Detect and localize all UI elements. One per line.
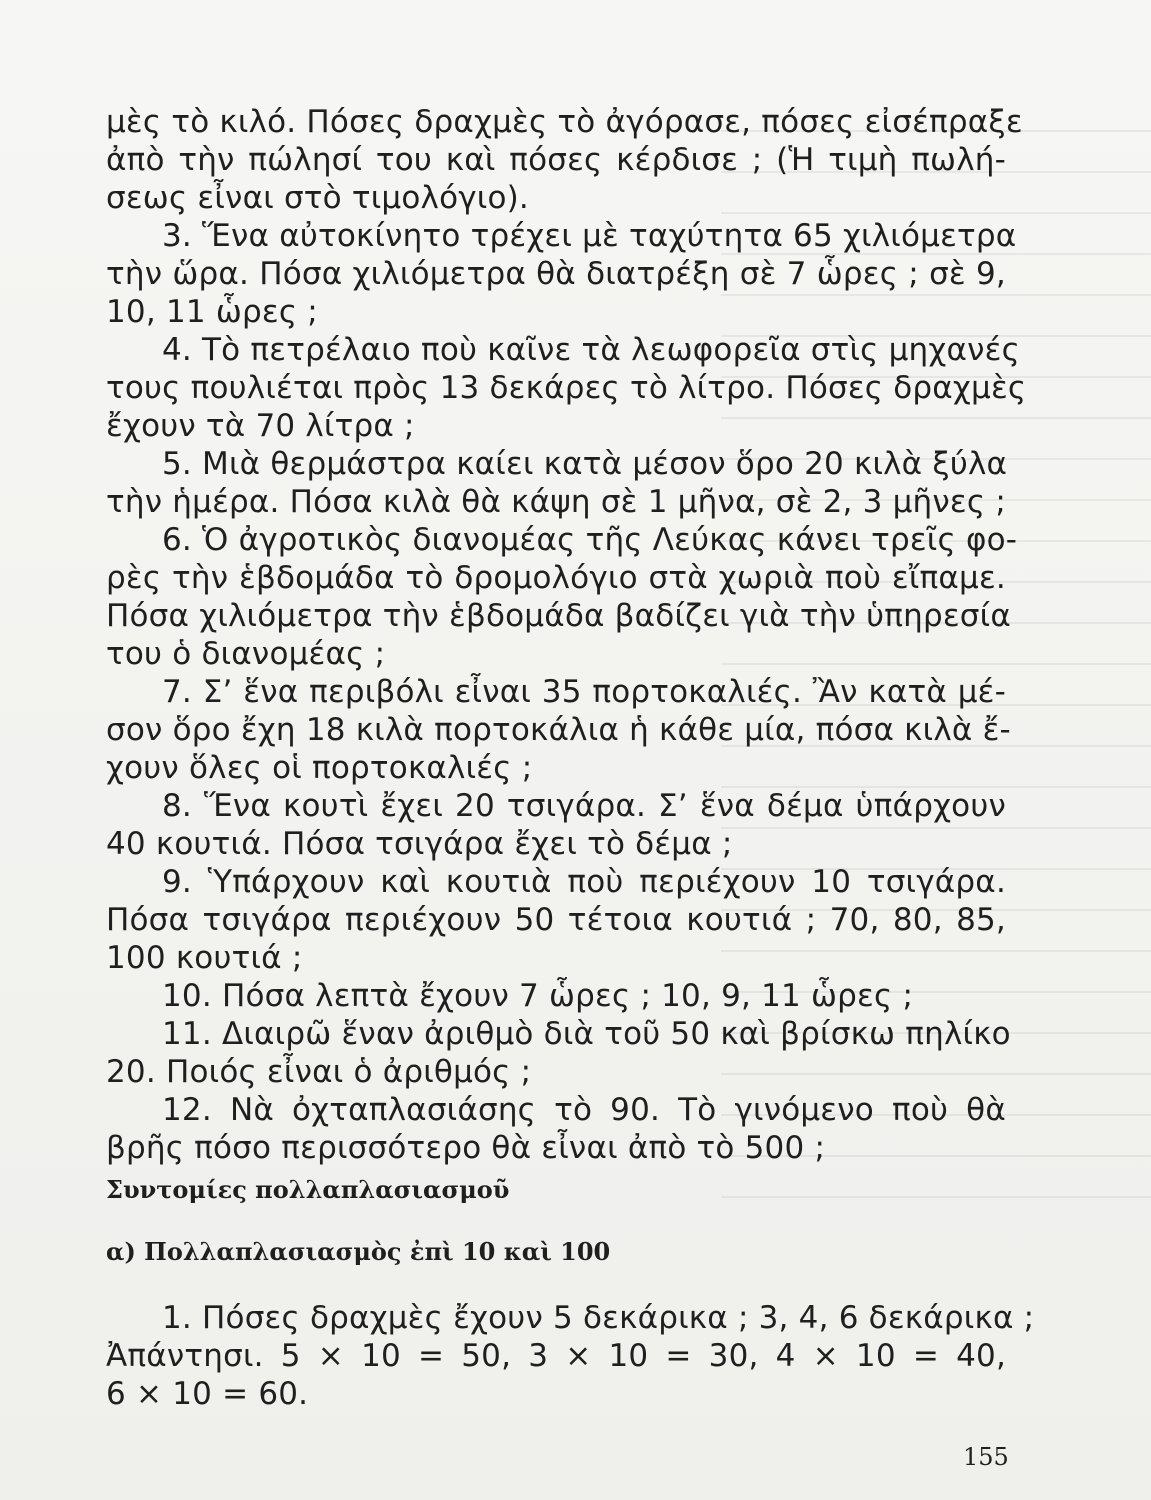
answer-line: 6 × 10 = 60. (106, 1376, 309, 1412)
exercise-5-line: 5. Μιὰ θερμάστρα καίει κατὰ μέσον ὅρο 20 κιλὰ ξύλα (162, 446, 1008, 482)
text-line: 40 κουτιά. Πόσα τσιγάρα ἔχει τὸ δέμα ; (106, 826, 733, 862)
text-line: ρὲς τὴν ἑβδομάδα τὸ δρομολόγιο στὰ χωριὰ ποὺ εἴπαμε. (106, 560, 1006, 596)
exercise-7-line: 7. Σ’ ἕνα περιβόλι εἶναι 35 πορτοκαλιές. Ἂν κατὰ μέ- (162, 674, 1006, 710)
answer-line: Ἀπάντησι. 5 × 10 = 50, 3 × 10 = 30, 4 × 10 = 40, (106, 1338, 1006, 1374)
exercise-9-line: 9. Ὑπάρχουν καὶ κουτιὰ ποὺ περιέχουν 10 τσιγάρα. (162, 864, 1006, 900)
exercise-11-line: 11. Διαιρῶ ἕναν ἀριθμὸ διὰ τοῦ 50 καὶ βρίσκω πηλίκο (162, 1016, 1011, 1052)
text-line: τὴν ὥρα. Πόσα χιλιόμετρα θὰ διατρέξη σὲ 7 ὧρες ; σὲ 9, (106, 256, 1006, 292)
exercise-line: 1. Πόσες δραχμὲς ἔχουν 5 δεκάρικα ; 3, 4, 6 δεκάρικα ; (162, 1300, 1035, 1336)
page-number: 155 (963, 1443, 1009, 1471)
text-line: Πόσα χιλιόμετρα τὴν ἑβδομάδα βαδίζει γιὰ τὴν ὑπηρεσία (106, 598, 1011, 634)
text-line: ἔχουν τὰ 70 λίτρα ; (106, 408, 415, 444)
text-line: τους πουλιέται πρὸς 13 δεκάρες τὸ λίτρο. Πόσες δραχμὲς (106, 370, 1027, 406)
text-line: σον ὅρο ἔχη 18 κιλὰ πορτοκάλια ἡ κάθε μία, πόσα κιλὰ ἔ- (106, 712, 1011, 748)
exercise-4-line: 4. Τὸ πετρέλαιο ποὺ καῖνε τὰ λεωφορεῖα στὶς μηχανές (162, 332, 1021, 368)
text-line: 10, 11 ὧρες ; (106, 294, 318, 330)
section-heading: Συντομίες πολλαπλασιασμοῦ (106, 1175, 510, 1204)
text-line: ἀπὸ τὴν πώλησί του καὶ πόσες κέρδισε ; (Ἡ τιμὴ πωλή- (106, 142, 1006, 178)
exercise-3-line: 3. Ἕνα αὐτοκίνητο τρέχει μὲ ταχύτητα 65 χιλιόμετρα (162, 218, 1017, 254)
text-line: τὴν ἡμέρα. Πόσα κιλὰ θὰ κάψη σὲ 1 μῆνα, σὲ 2, 3 μῆνες ; (106, 484, 1006, 520)
text-line: βρῆς πόσο περισσότερο θὰ εἶναι ἀπὸ τὸ 500 ; (106, 1130, 826, 1166)
text-line: σεως εἶναι στὸ τιμολόγιο). (106, 180, 529, 216)
exercise-6-line: 6. Ὁ ἀγροτικὸς διανομέας τῆς Λεύκας κάνει τρεῖς φο- (162, 522, 1018, 558)
text-line: Πόσα τσιγάρα περιέχουν 50 τέτοια κουτιά ; 70, 80, 85, (106, 902, 1006, 938)
exercise-10-line: 10. Πόσα λεπτὰ ἔχουν 7 ὧρες ; 10, 9, 11 ὧρες ; (162, 978, 914, 1014)
subsection-heading: α) Πολλαπλασιασμὸς ἐπὶ 10 καὶ 100 (106, 1237, 611, 1266)
text-line: χουν ὅλες οἱ πορτοκαλιές ; (106, 750, 533, 786)
text-line: 20. Ποιός εἶναι ὁ ἀριθμός ; (106, 1054, 532, 1090)
text-line: μὲς τὸ κιλό. Πόσες δραχμὲς τὸ ἀγόρασε, πόσες εἰσέπραξε (106, 104, 1023, 140)
exercise-8-line: 8. Ἕνα κουτὶ ἔχει 20 τσιγάρα. Σ’ ἕνα δέμα ὑπάρχουν (162, 788, 1006, 824)
text-line: του ὁ διανομέας ; (106, 636, 386, 672)
text-line: 100 κουτιά ; (106, 940, 303, 976)
exercise-12-line: 12. Νὰ ὀχταπλασιάσης τὸ 90. Τὸ γινόμενο ποὺ θὰ (162, 1092, 1006, 1128)
